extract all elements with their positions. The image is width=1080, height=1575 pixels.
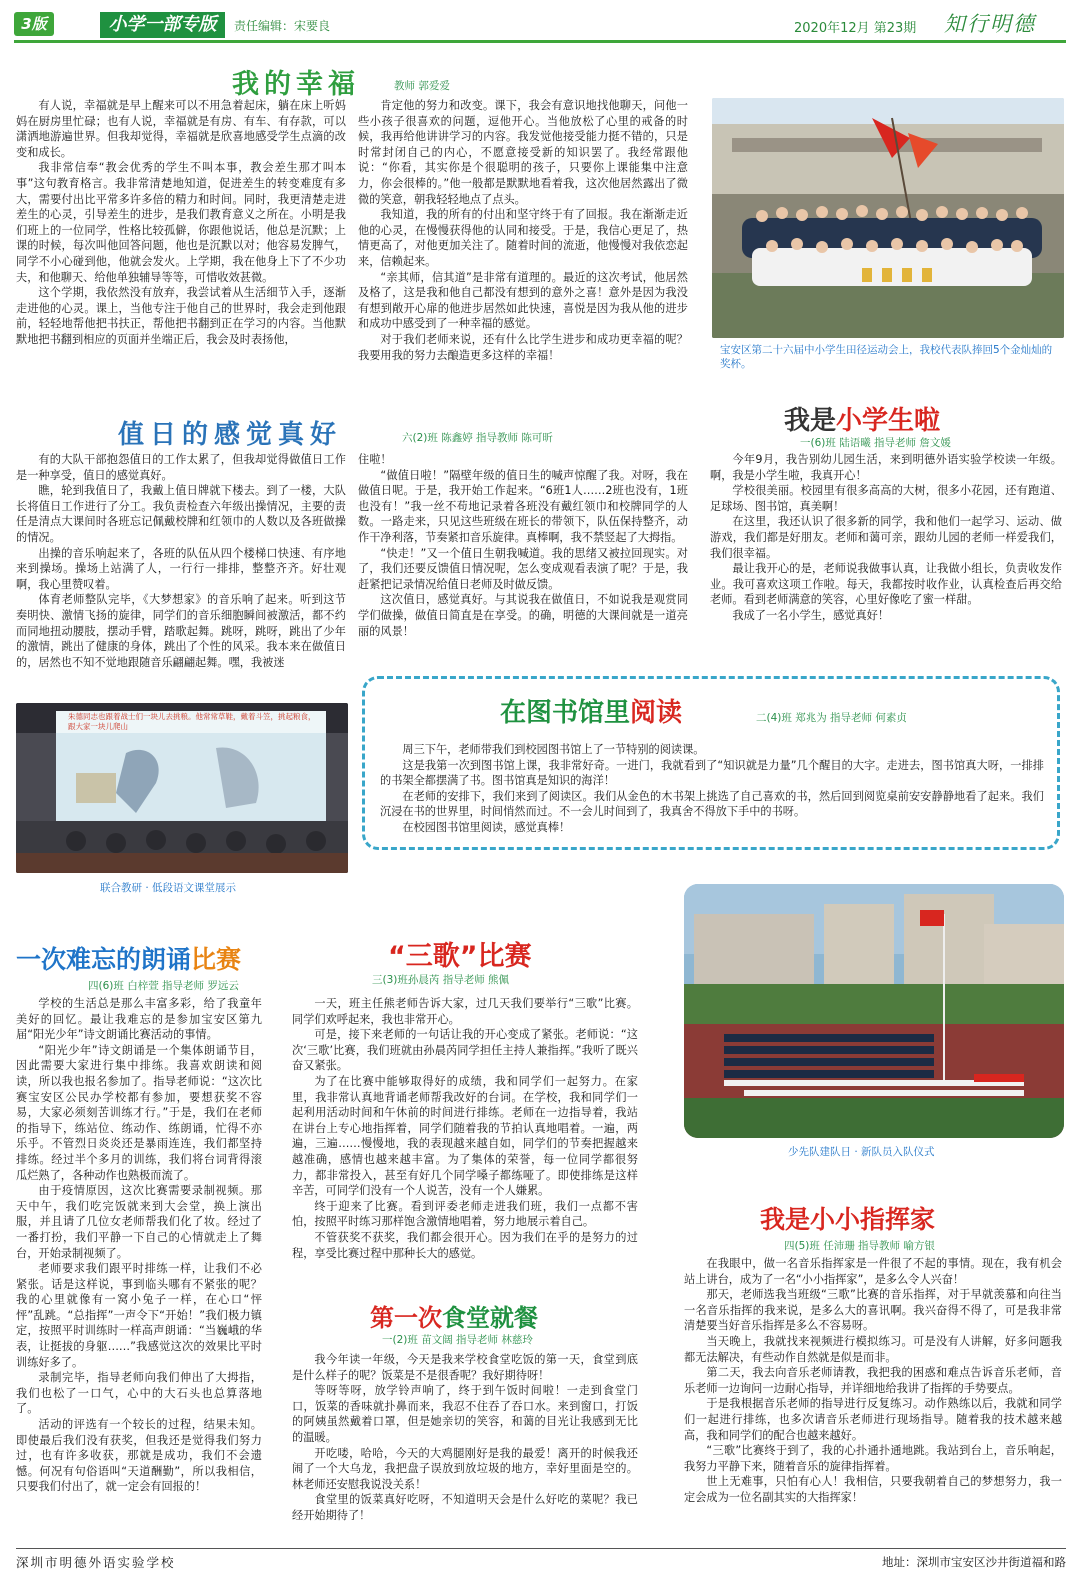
article-body-column	[16, 452, 346, 670]
article-title-recitation	[16, 940, 241, 976]
paragraph: 在这里，我还认识了很多新的同学，我和他们一起学习、运动、做游戏，我们都是好朋友。老师和蔼可亲，跟幼儿园的老师一样爱我们，我们很幸福。	[710, 515, 1062, 560]
paragraph: 可是，接下来老师的一句话让我的开心变成了紧张。老师说：“这次‘三歌’比赛，我们班就由孙晨芮同学担任主持人兼指挥。”我听了既兴奋又紧张。	[292, 1028, 638, 1073]
paragraph: 我成了一名小学生，感觉真好！	[732, 608, 890, 622]
paragraph: 今年9月，我告别幼儿园生活，来到明德外语实验学校读一年级。啊，我是小学生啦，我真开心！	[710, 453, 1062, 482]
page-header	[0, 0, 1080, 46]
paragraph: 在我眼中，做一名音乐指挥家是一件很了不起的事情。现在，我有机会站上讲台，成为了一名“小小指挥家”，是多么令人兴奋！	[684, 1257, 1062, 1286]
article-title-canteen	[370, 1298, 538, 1333]
title-part: 在图书馆里	[500, 698, 631, 728]
article-byline: 六(2)班 陈鑫婷 指导教师 陈可昕	[402, 432, 553, 444]
photo-caption: 联合教研 · 低段语文课堂展示	[100, 882, 237, 894]
title-part: 一次难忘的朗诵	[16, 945, 192, 974]
paragraph: 录制完毕，指导老师向我们伸出了大拇指，我们也松了一口气，心中的大石头也总算落地了。	[16, 1371, 262, 1416]
article-body-column	[684, 1256, 1062, 1506]
article-body-column	[292, 1352, 638, 1524]
paragraph: 我今年读一年级，今天是我来学校食堂吃饭的第一天，食堂到底是什么样子的呢？饭菜是不是很香呢？我好期待呀！	[292, 1353, 638, 1382]
paragraph: 在校园图书馆里阅读，感觉真棒！	[402, 820, 571, 834]
paragraph: 我非常信奉“教会优秀的学生不叫本事，教会差生那才叫本事”这句教育格言。我非常清楚地知道，促进差生的转变难度有多大，需要付出比平常多许多倍的精力和时间。同时，我更清楚走进差生的心灵，引导差生的进步，是我们教育意义之所在。小明是我们班上的一位同学，性格比较孤僻，你跟他说话，他总是沉默；上课的时候，每次叫他回答问题，他也是沉默以对；他容易发脾气，同学不小心碰到他，他就会发火。上学期，我在他身上下了不少功夫，和他聊天、给他单独辅导等等，可惜收效甚微。	[16, 161, 346, 284]
article-body-column	[358, 452, 688, 639]
article-title-my-happiness: 我的幸福	[232, 69, 360, 100]
paragraph: 学校很美丽。校园里有很多高高的大树，很多小花园，还有跑道、足球场、图书馆，真美啊！	[710, 484, 1062, 513]
paragraph: 对于我们老师来说，还有什么比学生进步和成功更幸福的呢？我要用我的努力去酿造更多这样的幸福！	[358, 332, 688, 362]
paragraph: “阳光少年”诗文朗诵是一个集体朗诵节目，因此需要大家进行集中排练。我喜欢朗读和阅读，所以我也报名参加了。指导老师说：“这次比赛宝安区公民办学校都有参加，要想获奖不容易，大家必须刻苦训练才行。”于是，我们在老师的指导下，练站位、练动作、练朗诵，忙得不亦乐乎。不管烈日炎炎还是暴雨连连，我们都坚持排练。经过半个多月的训练，我们将台词背得滚瓜烂熟了，各种动作也熟极而流了。	[16, 1043, 262, 1182]
footer-rule	[16, 1548, 1066, 1549]
article-byline: 三(3)班孙晨芮 指导老师 熊佩	[372, 974, 510, 986]
title-part: 食堂就餐	[442, 1304, 538, 1332]
paragraph: 一天，班主任熊老师告诉大家，过几天我们要举行“三歌”比赛。同学们欢呼起来，我也非常开心。	[292, 997, 638, 1026]
title-part: 比赛	[191, 945, 242, 974]
title-part: 阅读	[630, 698, 683, 728]
article-byline: 一(6)班 陆语曦 指导老师 詹文媛	[800, 437, 951, 449]
paragraph: 等呀等呀，放学铃声响了，终于到午饭时间啦！一走到食堂门口，饭菜的香味就扑鼻而来，我忍不住吞了吞口水。来到窗口，打饭的阿姨虽然戴着口罩，但是她亲切的笑容，和蔼的目光让我感到无比的温暖。	[292, 1384, 638, 1444]
paragraph: 终于迎来了比赛。看到评委老师走进我们班，我们一点都不害怕，按照平时练习那样饱含激情地唱着，努力地展示着自己。	[292, 1199, 638, 1229]
paragraph: “三歌”比赛终于到了，我的心扑通扑通地跳。我站到台上，音乐响起，我努力平静下来，随着音乐的旋律指挥着。	[684, 1444, 1062, 1473]
article-title-library	[500, 692, 682, 729]
article-byline: 四(5)班 任沛珊 指导教师 喻方银	[784, 1240, 935, 1252]
editor-label: 责任编辑：宋要良	[234, 19, 331, 33]
paragraph: “亲其师，信其道”是非常有道理的。最近的这次考试，他居然及格了，这是我和他自己都没有想到的意外之喜！意外是因为我没有想到敞开心扉的他进步居然如此快速，喜悦是因为我从他的进步和成功中感受到了一种幸福的感觉。	[358, 270, 688, 331]
paragraph: 出操的音乐响起来了，各班的队伍从四个楼梯口快速、有序地来到操场。操场上站满了人，一行行一排排，整整齐齐。好壮观啊，我心里赞叹着。	[16, 546, 346, 591]
title-part: 第一次	[370, 1304, 442, 1332]
paragraph: 这个学期，我依然没有放弃，我尝试着从生活细节入手，逐渐走进他的心灵。课上，当他专注于他自己的世界时，我会走到他跟前，轻轻地帮他把书扶正，帮他把书翻到正在学习的内容。当他默默地把书翻到相应的页面并坐端正后，我会及时表扬他，	[16, 286, 346, 346]
header-rule	[14, 40, 1066, 43]
article-title-pupil	[784, 400, 940, 437]
title-part: 我是	[784, 406, 837, 436]
paragraph: 于是我根据音乐老师的指导进行反复练习。动作熟练以后，我就和同学们一起进行排练，也多次请音乐老师进行现场指导。随着我的技术越来越高，我和同学们的配合也越来越好。	[684, 1397, 1062, 1442]
paragraph: 有人说，幸福就是早上醒来可以不用急着起床，躺在床上听妈妈在厨房里忙碌；也有人说，幸福就是有房、有车、有存款，可以潇洒地游遍世界。但我却觉得，幸福就是欣喜地感受学生点滴的改变和成长。	[16, 99, 346, 159]
article-title-conductor: 我是小小指挥家	[760, 1205, 936, 1234]
paragraph: 不管获奖不获奖，我们都会很开心。因为我们在乎的是努力的过程，享受比赛过程中那种长大的感觉。	[292, 1230, 638, 1260]
photo-classroom	[16, 703, 348, 873]
paragraph: 由于疫情原因，这次比赛需要录制视频。那天中午，我们吃完饭就来到大会堂，换上演出服，并且请了几位女老师帮我们化了妆。经过了一番打扮，我们平静一下自己的心情就走上了舞台，开始录制视频了。	[16, 1184, 262, 1260]
article-body-column	[292, 996, 638, 1261]
article-body-column	[16, 996, 262, 1495]
article-body-column	[16, 98, 346, 348]
paragraph: 当天晚上，我就找来视频进行模拟练习。可是没有人讲解，好多问题我都无法解决，有些动作自然就是似是而非。	[684, 1334, 1062, 1364]
photo-caption: 宝安区第二十六届中小学生田径运动会上，我校代表队捧回5个金灿灿的奖杯。	[720, 344, 1053, 370]
paragraph: 为了在比赛中能够取得好的成绩，我和同学们一起努力。在家里，我非常认真地背诵老师帮我改好的台词。在学校，我和同学们一起利用活动时间和午休前的时间进行排练。老师在一边指导着，我站在讲台上专心地指挥着，同学们随着我的节拍认真地唱着。一遍，两遍，三遍……慢慢地，我的表现越来越自如，同学们的节奏把握越来越准确，感情也越来越丰富。为了集体的荣誉，每一位同学都很努力，都非常投入，甚至有好几个同学嗓子都练哑了。即使排练是这样辛苦，可同学们没有一个人说苦，没有一个人嫌累。	[292, 1074, 638, 1198]
article-byline: 教师 郭爱爱	[394, 80, 450, 92]
paragraph: 开吃喽，哈哈，今天的大鸡腿刚好是我的最爱！离开的时候我还闹了一个大乌龙，我把盘子误放到放垃圾的地方，幸好里面是空的。林老师还安慰我说没关系！	[292, 1446, 638, 1491]
title-part: 小学生啦	[836, 406, 941, 436]
article-byline: 四(6)班 白梓萱 指导老师 罗远云	[88, 980, 239, 992]
footer-school: 深圳市明德外语实验学校	[16, 1555, 176, 1570]
paragraph: 学校的生活总是那么丰富多彩，给了我童年美好的回忆。最让我难忘的是参加宝安区第九届“阳光少年”诗文朗诵比赛活动的事情。	[16, 997, 262, 1042]
paragraph: 有的大队干部抱怨值日的工作太累了，但我却觉得做值日工作是一种享受，值日的感觉真好。	[16, 453, 346, 482]
title-part: 值日的感觉真好	[118, 420, 343, 450]
paragraph: “快走！”又一个值日生朝我喊道。我的思绪又被拉回现实。对了，我们还要反馈值日情况呢，怎么变成观看表演了呢？于是，我赶紧把记录情况给值日老师及时做反馈。	[358, 546, 688, 591]
paragraph: 这是我第一次到图书馆上课，我非常好奇。一进门，我就看到了“知识就是力量”几个醒目的大字。走进去，图书馆真大呀，一排排的书架全都摆满了书。图书馆真是知识的海洋！	[380, 758, 1044, 788]
issue-date: 2020年12月 第23期	[794, 21, 917, 36]
paragraph: 肯定他的努力和改变。课下，我会有意识地找他聊天，问他一些小孩子很喜欢的问题，逗他开心。当他放松了心里的戒备的时候，我再给他讲讲学习的内容。我发觉他接受能力挺不错的，只是时常封闭自己的内心，不愿意接受新的知识罢了。我经常跟他说：“你看，其实你是个很聪明的孩子，只要你上课能集中注意力，你会很棒的。”他一般都是默默地看着我，这次他居然露出了微微的笑意，朝我轻轻地点了点头。	[358, 99, 688, 206]
photo-caption: 少先队建队日 · 新队员入队仪式	[788, 1146, 935, 1158]
paragraph: 我知道，我的所有的付出和坚守终于有了回报。我在渐渐走近他的心灵，在慢慢获得他的认同和接受。于是，我信心更足了，热情更高了，对他更加关注了。随着时间的流逝，他慢慢对我依恋起来，信赖起来。	[358, 208, 688, 268]
masthead-motto: 知行明德	[944, 12, 1036, 36]
photo-slide-banner: 朱德同志也跟着战士们一块儿去挑粮。他常常草鞋，戴着斗笠，挑起粮食，跟大家一块儿爬山	[68, 712, 316, 731]
article-body-column	[710, 452, 1062, 624]
article-title-duty	[118, 414, 342, 451]
paragraph: 活动的评选有一个较长的过程，结果未知。即使最后我们没有获奖，但我还是觉得我们努力过，也有许多收获，那就是成功，我们不会遗憾。何况有句俗语叫“天道酬勤”，所以我相信，只要我们付出了，就一定会有回报的！	[16, 1418, 262, 1494]
paragraph: 住啦！	[358, 453, 392, 466]
paragraph: 体育老师整队完毕，《大梦想家》的音乐响了起来。听到这节奏明快、激情飞扬的旋律，同学们的音乐细胞瞬间被激活，都不约而同地扭动腰肢，摆动手臂，踏歌起舞。跳呀，跳呀，跳出了少年的激情，跳出了健康的身体，跳出了个性的风采。我本来在做值日的，居然也不知不觉地跟随音乐翩翩起舞。嘿，我被迷	[16, 593, 346, 669]
article-title-three-songs: “三歌”比赛	[388, 941, 532, 972]
article-byline: 二(4)班 郑兆为 指导老师 何素贞	[756, 712, 907, 724]
footer-address: 地址：深圳市宝安区沙井街道福和路	[882, 1555, 1066, 1569]
article-body-column	[358, 98, 688, 363]
paragraph: “做值日啦！”隔壁年级的值日生的喊声惊醒了我。对呀，我在做值日呢。于是，我开始工作起来。“6班1人……2班也没有，1班也没有！”我一丝不苟地记录着各班没有戴红领巾和校牌同学的人数。一路走来，只见这些班级在班长的带领下，队伍保持整齐，动作干净利落，节奏紧扣音乐旋律。真棒啊，我不禁竖起了大拇指。	[358, 468, 688, 544]
paragraph: 老师要求我们跟平时排练一样，让我们不必紧张。话是这样说，事到临头哪有不紧张的呢？我的心里就像有一窝小兔子一样，在心口“怦怦”乱跳。“总指挥”一声令下“开始！”我们极力镇定，按照平时训练时一样高声朗诵：“当巍峨的华表，让挺拔的身躯……”我感觉这次的效果比平时训练好多了。	[16, 1262, 262, 1369]
paragraph: 那天，老师选我当班级“三歌”比赛的音乐指挥，对于早就羡慕和向往当一名音乐指挥的我来说，是多么大的喜讯啊。我兴奋得不得了，可是我非常清楚要当好音乐指挥是多么不容易呀。	[684, 1288, 1062, 1333]
paragraph: 第二天，我去向音乐老师请教，我把我的困惑和难点告诉音乐老师，音乐老师一边询问一边耐心指导，并详细地给我讲了指挥的手势要点。	[684, 1366, 1062, 1395]
paragraph: 周三下午，老师带我们到校园图书馆上了一节特别的阅读课。	[402, 743, 705, 756]
page-footer	[16, 1548, 1066, 1574]
paragraph: 食堂里的饭菜真好吃呀，不知道明天会是什么好吃的菜呢？我已经开始期待了！	[292, 1493, 638, 1522]
paragraph: 瞧，轮到我值日了，我戴上值日牌就下楼去。到了一楼，大队长将值日工作进行了分工。我负责检查六年级出操情况，主要的责任是清点大课间时各班忘记佩戴校牌和红领巾的人数以及各班做操的情况。	[16, 484, 346, 544]
paragraph: 在老师的安排下，我们来到了阅读区。我们从金色的木书架上挑选了自己喜欢的书，然后回到阅览桌前安安静静地看了起来。我们沉浸在书的世界里，时间悄然而过。不一会儿时间到了，我真舍不得放下手中的书呀。	[380, 789, 1044, 819]
paragraph: 这次值日，感觉真好。与其说我在做值日，不如说我是观赏同学们做操，做值日简直是在享受。的确，明德的大课间就是一道亮丽的风景！	[358, 593, 688, 638]
article-byline: 一(2)班 苗文阔 指导老师 林慈玲	[382, 1334, 533, 1346]
photo-sports-team	[712, 98, 1064, 338]
paragraph: 最让我开心的是，老师说我做事认真，让我做小组长，负责收发作业。我可喜欢这项工作啦。每天，我都按时收作业，认真检查后再交给老师。看到老师满意的笑容，心里好像吃了蜜一样甜。	[710, 562, 1062, 607]
photo-flag-ceremony	[684, 884, 1064, 1138]
page-number: 3版	[14, 12, 54, 36]
article-body-column	[380, 742, 1044, 836]
paragraph: 世上无难事，只怕有心人！我相信，只要我朝着自己的梦想努力，我一定会成为一位名副其实的大指挥家！	[684, 1475, 1062, 1504]
edition-label: 小学一部专版	[100, 12, 225, 38]
